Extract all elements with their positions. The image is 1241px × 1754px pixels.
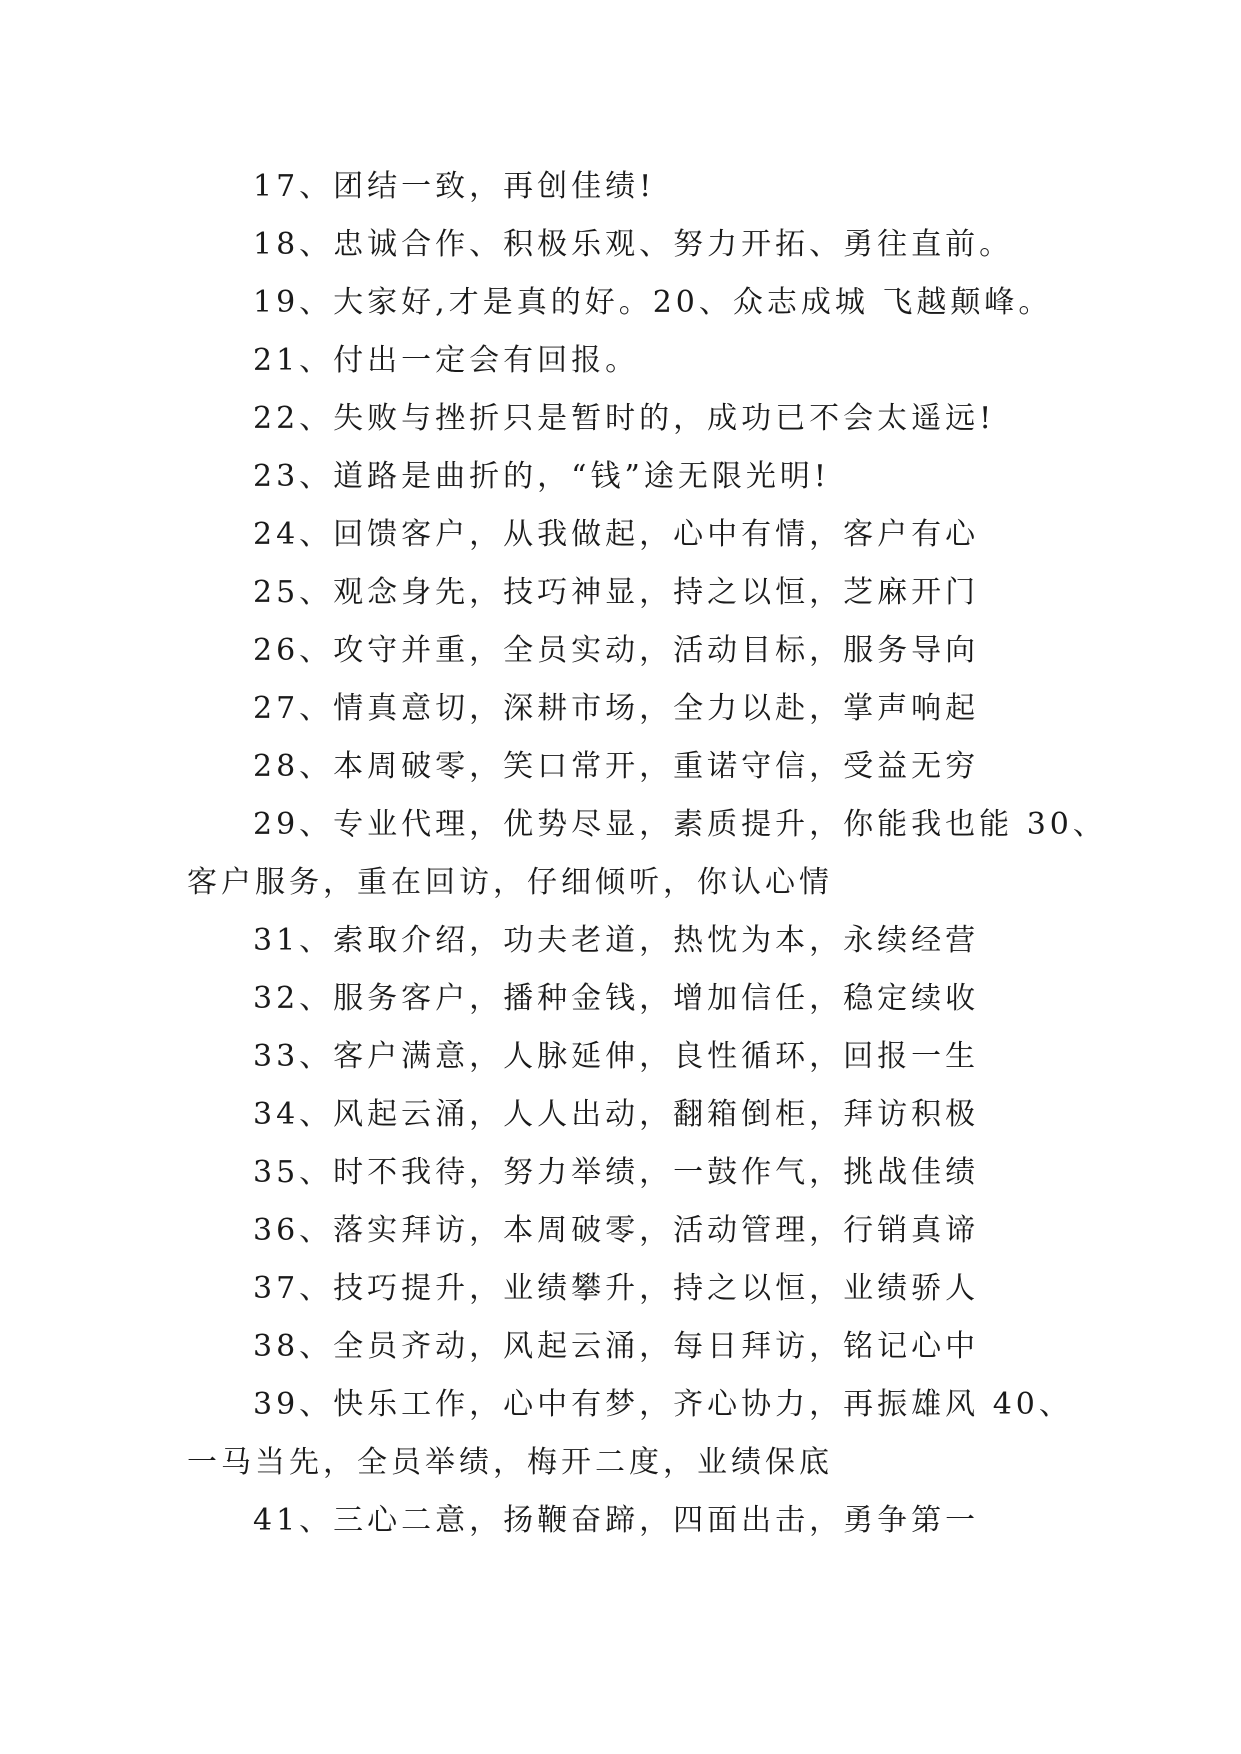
text-line: 31、索取介绍，功夫老道，热忱为本，永续经营 bbox=[253, 923, 980, 958]
text-line: 23、道路是曲折的，“钱”途无限光明! bbox=[253, 459, 830, 494]
text-line: 19、大家好,才是真的好。20、众志成城 飞越颠峰。 bbox=[253, 285, 1053, 320]
text-line: 24、回馈客户，从我做起，心中有情，客户有心 bbox=[253, 517, 980, 552]
text-line: 33、客户满意，人脉延伸，良性循环，回报一生 bbox=[253, 1039, 980, 1074]
text-line: 35、时不我待，努力举绩，一鼓作气，挑战佳绩 bbox=[253, 1155, 980, 1190]
text-line: 34、风起云涌，人人出动，翻箱倒柜，拜访积极 bbox=[253, 1097, 980, 1132]
text-line: 29、专业代理，优势尽显，素质提升，你能我也能 30、 bbox=[253, 807, 1107, 842]
text-line: 26、攻守并重，全员实动，活动目标，服务导向 bbox=[253, 633, 980, 668]
document-body bbox=[187, 158, 1107, 1550]
text-line: 38、全员齐动，风起云涌，每日拜访，铭记心中 bbox=[253, 1329, 980, 1364]
text-line: 21、付出一定会有回报。 bbox=[253, 343, 640, 378]
text-line: 客户服务，重在回访，仔细倾听，你认心情 bbox=[187, 865, 833, 900]
text-line: 32、服务客户，播种金钱，增加信任，稳定续收 bbox=[253, 981, 980, 1016]
text-line: 28、本周破零，笑口常开，重诺守信，受益无穷 bbox=[253, 749, 980, 784]
text-line: 22、失败与挫折只是暂时的，成功已不会太遥远! bbox=[253, 401, 996, 436]
text-line: 39、快乐工作，心中有梦，齐心协力，再振雄风 40、 bbox=[253, 1387, 1073, 1422]
text-line: 25、观念身先，技巧神显，持之以恒，芝麻开门 bbox=[253, 575, 980, 610]
text-line: 17、团结一致，再创佳绩! bbox=[253, 169, 656, 204]
text-line: 41、三心二意，扬鞭奋蹄，四面出击，勇争第一 bbox=[253, 1503, 980, 1538]
text-line: 27、情真意切，深耕市场，全力以赴，掌声响起 bbox=[253, 691, 980, 726]
text-line: 一马当先，全员举绩，梅开二度，业绩保底 bbox=[187, 1445, 833, 1480]
text-line: 18、忠诚合作、积极乐观、努力开拓、勇往直前。 bbox=[253, 227, 1014, 262]
text-line: 37、技巧提升，业绩攀升，持之以恒，业绩骄人 bbox=[253, 1271, 980, 1306]
text-line: 36、落实拜访，本周破零，活动管理，行销真谛 bbox=[253, 1213, 980, 1248]
